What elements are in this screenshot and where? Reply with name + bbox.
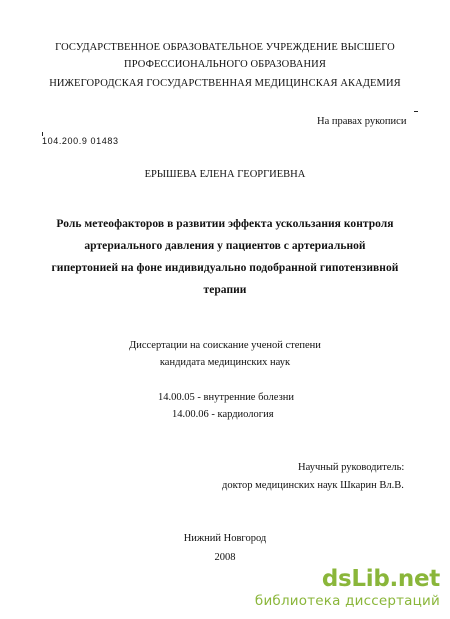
code-tick-mark <box>42 132 43 136</box>
specialty-2: 14.00.06 - кардиология <box>172 409 274 420</box>
year: 2008 <box>214 552 236 563</box>
degree-line-1: Диссертации на соискание ученой степени <box>129 340 321 351</box>
institution-line-1: ГОСУДАРСТВЕННОЕ ОБРАЗОВАТЕЛЬНОЕ УЧРЕЖДЕНИЕ ВЫСШЕГО <box>55 42 395 53</box>
supervisor-label: Научный руководитель: <box>298 462 405 473</box>
title-line-4: терапии <box>203 284 247 296</box>
institution-line-2: ПРОФЕССИОНАЛЬНОГО ОБРАЗОВАНИЯ <box>124 59 326 70</box>
title-line-3: гипертонией на фоне индивидуально подобранной гипотензивной <box>51 262 399 274</box>
specialty-1: 14.00.05 - внутренние болезни <box>158 392 294 403</box>
rights-note: На правах рукописи <box>317 116 407 127</box>
author-name: ЕРЫШЕВА ЕЛЕНА ГЕОРГИЕВНА <box>144 169 306 180</box>
title-line-2: артериального давления у пациентов с артериальной <box>84 240 366 252</box>
watermark-subtitle: библиотека диссертаций <box>254 593 440 609</box>
watermark-logo: dsLib.net <box>321 566 440 592</box>
scan-mark <box>414 111 418 112</box>
city: Нижний Новгород <box>183 533 267 544</box>
institution-line-3: НИЖЕГОРОДСКАЯ ГОСУДАРСТВЕННАЯ МЕДИЦИНСКАЯ АКАДЕМИЯ <box>49 78 401 89</box>
catalog-code: 104.200.9 01483 <box>42 136 119 146</box>
title-line-1: Роль метеофакторов в развитии эффекта ускользания контроля <box>56 218 394 230</box>
supervisor-name: доктор медицинских наук Шкарин Вл.В. <box>222 480 404 491</box>
degree-line-2: кандидата медицинских наук <box>159 357 291 368</box>
